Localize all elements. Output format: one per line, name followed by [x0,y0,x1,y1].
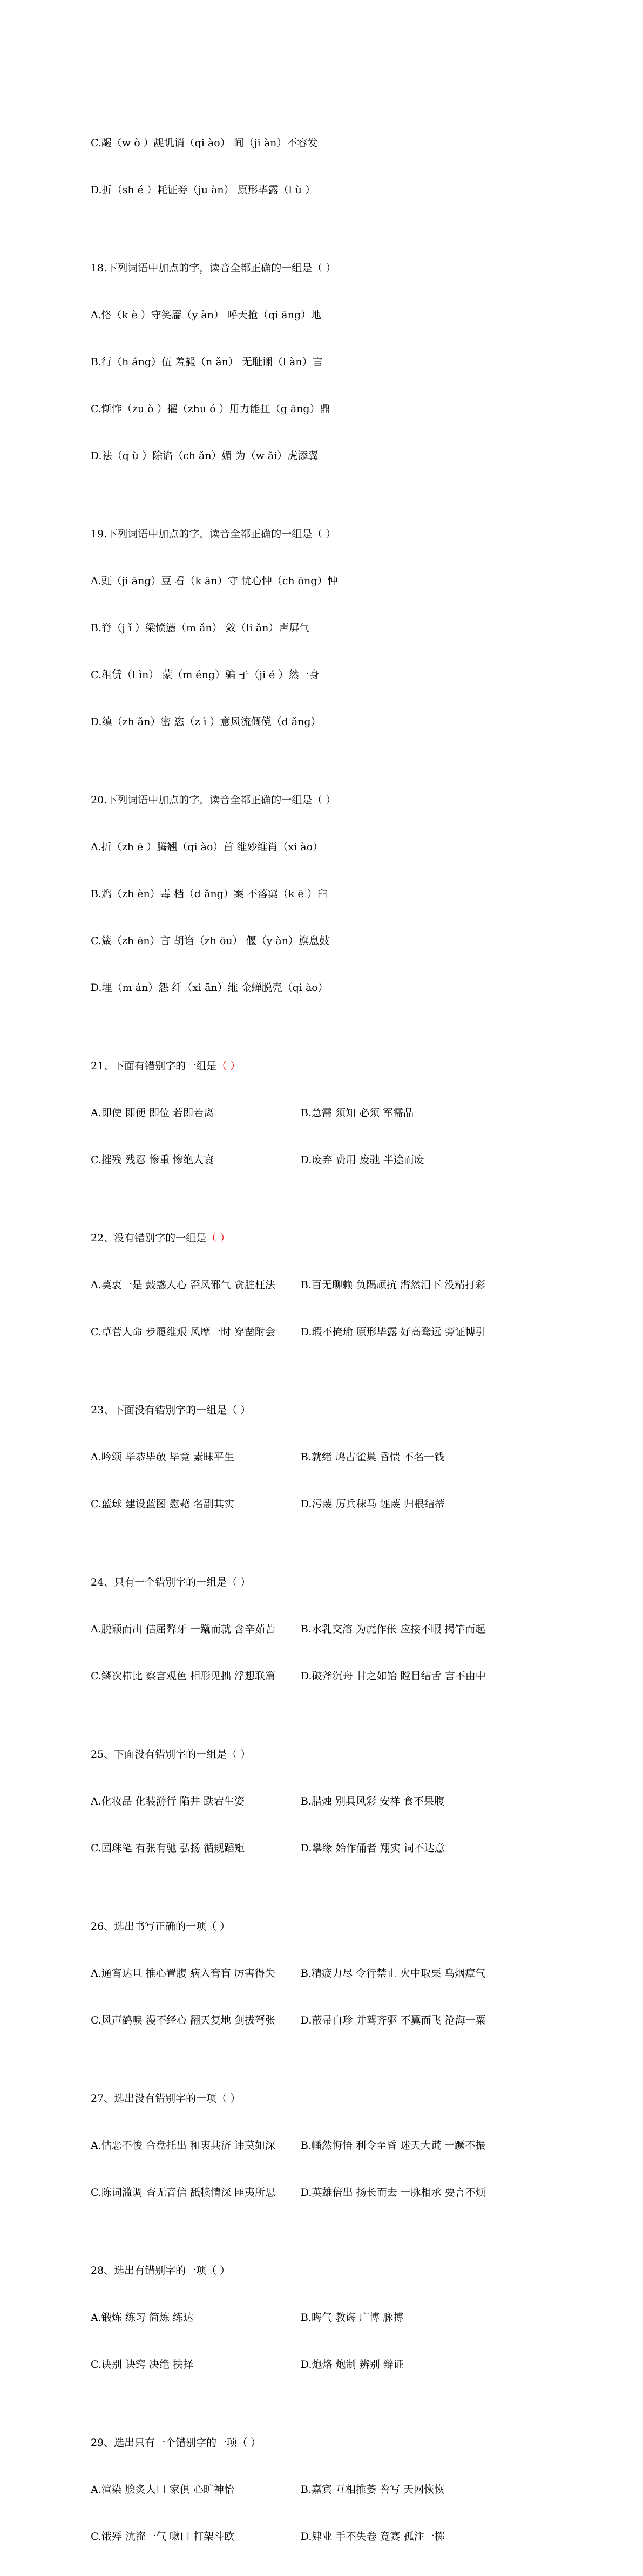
question-22-option-a: A.莫衷一是 鼓惑人心 歪风邪气 贪脏枉法 [91,1279,275,1291]
question-29-option-d: D.肄业 手不失卷 竟赛 孤注一掷 [301,2531,445,2543]
question-25-option-b: B.腊烛 别具风彩 安祥 食不果腹 [301,1795,445,1807]
question-28-option-d: D.炮烙 炮制 辨别 辩证 [301,2359,404,2370]
question-23-option-d: D.污蔑 厉兵秣马 诬蔑 归根结蒂 [301,1498,445,1510]
question-22-row-cd [91,1324,609,1340]
question-18-option-c: C.惭怍（zu ò ）擢（zhu ó ）用力能扛（g āng）鼎 [91,403,330,415]
question-23-stem-text: 23、下面没有错别字的一组是 [91,1404,227,1416]
question-17-option-c: C.龌（w ò ）龊讥诮（qi ào） 间（ji àn）不容发 [91,137,318,149]
question-26-row-ab [91,1966,609,1981]
question-24-option-c: C.鳞次栉比 察言观色 相形见拙 浮想联篇 [91,1670,276,1682]
question-27-option-d: D.英雄倍出 扬长而去 一脉相承 要言不烦 [301,2186,486,2198]
question-21-option-a: A.即使 即便 即位 若即若离 [91,1107,214,1119]
question-20-option-a: A.折（zh ē ）腾翘（qi ào）首 维妙维肖（xi ào） [91,841,323,853]
question-27-stem-text: 27、选出没有错别字的一项 [91,2093,217,2104]
question-26-stem [91,1919,609,1935]
question-21-row-ab [91,1105,609,1121]
question-21-option-d: D.废弃 费用 废驰 半途而废 [301,1154,424,1166]
question-29-row-ab [91,2482,609,2498]
question-24-stem [91,1575,609,1590]
question-29-answer-paren: （ ） [237,2437,261,2449]
question-18-option-a: A.恪（k è ）守笑靥（y àn） 呼天抢（qi āng）地 [91,309,321,321]
question-21-option-c: C.摧残 残忍 惨重 惨绝人寰 [91,1154,214,1166]
question-23-answer-paren: （ ） [227,1404,251,1416]
question-29-stem-text: 29、选出只有一个错别字的一项 [91,2437,238,2449]
question-20-option-b: B.鸩（zh èn）毒 档（d ǎng）案 不落窠（k ē ）臼 [91,888,328,900]
question-18-option-b: B.行（h áng）伍 羞赧（n ǎn） 无耻谰（l àn）言 [91,356,323,368]
question-25-option-a: A.化妆品 化装游行 陷井 跌宕生姿 [91,1795,245,1807]
question-28-option-b: B.晦气 教诲 广博 脉搏 [301,2312,404,2324]
question-26-option-d: D.蔽帚自珍 并驾齐驱 不翼而飞 沧海一粟 [301,2014,486,2026]
question-20-answer-paren: （ ） [312,794,336,806]
question-27-option-c: C.陈词滥调 杳无音信 舐犊情深 匪夷所思 [91,2186,276,2198]
question-19-option-b: B.脊（j ǐ ）梁愤懑（m ǎn） 敛（li ǎn）声屏气 [91,622,310,634]
question-22-stem-text: 22、没有错别字的一组是 [91,1232,207,1244]
question-29-option-b: B.嘉宾 互相推萎 誊写 天网恢恢 [301,2484,445,2496]
question-21-answer-paren: （ ） [216,1060,241,1072]
question-28-row-cd [91,2357,609,2373]
question-29-option-a: A.渲染 脍炙人口 家俱 心旷神怡 [91,2484,234,2496]
question-28-answer-paren: （ ） [206,2265,231,2277]
question-22-stem [91,1231,609,1246]
question-28-stem-text: 28、选出有错别字的一项 [91,2265,207,2277]
question-25-row-ab [91,1794,609,1809]
question-21-row-cd [91,1152,609,1168]
question-25-stem-text: 25、下面没有错别字的一组是 [91,1748,227,1760]
question-19-option-d: D.缜（zh ǎn）密 恣（z ì ）意风流倜傥（d ǎng） [91,716,321,728]
question-21-stem [91,1058,609,1074]
question-23-option-b: B.就绪 鸠占雀巢 昏愦 不名一钱 [301,1451,445,1463]
question-19-stem [91,527,609,542]
question-23-option-c: C.蓝球 建设蓝图 慰藉 名副其实 [91,1498,235,1510]
question-20-stem [91,792,609,808]
question-24-option-a: A.脱颖而出 佶屈聱牙 一蹴而就 含辛茹苦 [91,1623,275,1635]
question-19-stem-text: 19.下列词语中加点的字，读音全都正确的一组是 [91,528,313,540]
question-24-stem-text: 24、只有一个错别字的一组是 [91,1576,227,1588]
question-28-row-ab [91,2310,609,2326]
question-28-stem [91,2263,609,2279]
question-26-option-c: C.风声鹤唳 漫不经心 翻天复地 剑拔弩张 [91,2014,276,2026]
question-27-row-cd [91,2185,609,2201]
question-27-stem [91,2091,609,2107]
question-26-option-b: B.精疲力尽 令行禁止 火中取栗 乌烟瘴气 [301,1967,486,1979]
question-24-row-cd [91,1669,609,1684]
question-22-option-c: C.草菅人命 步履维艰 风靡一时 穿凿附会 [91,1326,276,1338]
question-26-stem-text: 26、选出书写正确的一项 [91,1921,207,1932]
question-23-option-a: A.吟颂 毕恭毕敬 毕竟 素昧平生 [91,1451,234,1463]
question-27-option-b: B.幡然悔悟 利令至昏 迷天大谎 一蹶不振 [301,2140,486,2151]
question-23-row-ab [91,1450,609,1465]
question-18-answer-paren: （ ） [312,262,336,274]
question-29-stem [91,2435,609,2451]
question-24-option-b: B.水乳交溶 为虎作伥 应接不暇 揭竿而起 [301,1623,486,1635]
question-26-row-cd [91,2013,609,2028]
question-20-stem-text: 20.下列词语中加点的字，读音全都正确的一组是 [91,794,313,806]
question-18-stem [91,261,609,276]
question-22-option-d: D.瑕不掩瑜 原形毕露 好高骛远 旁证博引 [301,1326,486,1338]
question-21-option-b: B.急需 须知 必须 军需品 [301,1107,414,1119]
question-25-option-c: C.园珠笔 有张有驰 弘扬 循规蹈矩 [91,1842,245,1854]
question-20-option-c: C.箴（zh ēn）言 胡诌（zh ōu） 偃（y àn）旗息鼓 [91,935,330,947]
question-25-row-cd [91,1841,609,1856]
question-27-row-ab [91,2138,609,2154]
question-17-option-d: D.折（sh é ）耗证券（ju àn） 原形毕露（l ù ） [91,184,316,196]
question-27-answer-paren: （ ） [216,2093,241,2104]
question-24-option-d: D.破斧沉舟 甘之如饴 瞠目结舌 言不由中 [301,1670,486,1682]
question-28-option-c: C.诀别 诀窍 决绝 抉择 [91,2359,194,2370]
question-21-stem-text: 21、下面有错别字的一组是 [91,1060,217,1072]
question-28-option-a: A.锻炼 练习 简炼 练达 [91,2312,193,2324]
question-19-answer-paren: （ ） [312,528,336,540]
question-19-option-c: C.租赁（l ìn） 蒙（m éng）骗 孑（ji é ）然一身 [91,669,320,681]
question-26-option-a: A.通宵达旦 推心置腹 病入膏肓 厉害得失 [91,1967,275,1979]
question-29-option-c: C.饿殍 沆瀣一气 嗽口 打架斗欧 [91,2531,235,2543]
question-18-stem-text: 18.下列词语中加点的字，读音全都正确的一组是 [91,262,313,274]
question-23-stem [91,1403,609,1418]
question-27-option-a: A.怙恶不悛 合盘托出 和衷共济 讳莫如深 [91,2140,275,2151]
question-25-stem [91,1747,609,1762]
question-25-option-d: D.攀缘 始作俑者 翔实 词不达意 [301,1842,445,1854]
question-24-row-ab [91,1622,609,1637]
question-29-row-cd [91,2529,609,2545]
question-22-option-b: B.百无聊赖 负隅顽抗 潸然泪下 没精打彩 [301,1279,486,1291]
question-20-option-d: D.埋（m án）怨 纤（xi ān）维 金蝉脱壳（qi ào） [91,982,328,994]
question-22-row-ab [91,1277,609,1293]
question-24-answer-paren: （ ） [227,1576,251,1588]
question-19-option-a: A.豇（ji āng）豆 看（k ān）守 忧心忡（ch ōng）忡 [91,575,338,587]
question-23-row-cd [91,1497,609,1512]
question-22-answer-paren: （ ） [206,1232,231,1244]
question-18-option-d: D.祛（q ù ）除谄（ch ǎn）媚 为（w ǎi）虎添翼 [91,450,319,462]
question-26-answer-paren: （ ） [206,1921,231,1932]
question-25-answer-paren: （ ） [227,1748,251,1760]
document-page [91,73,609,2576]
